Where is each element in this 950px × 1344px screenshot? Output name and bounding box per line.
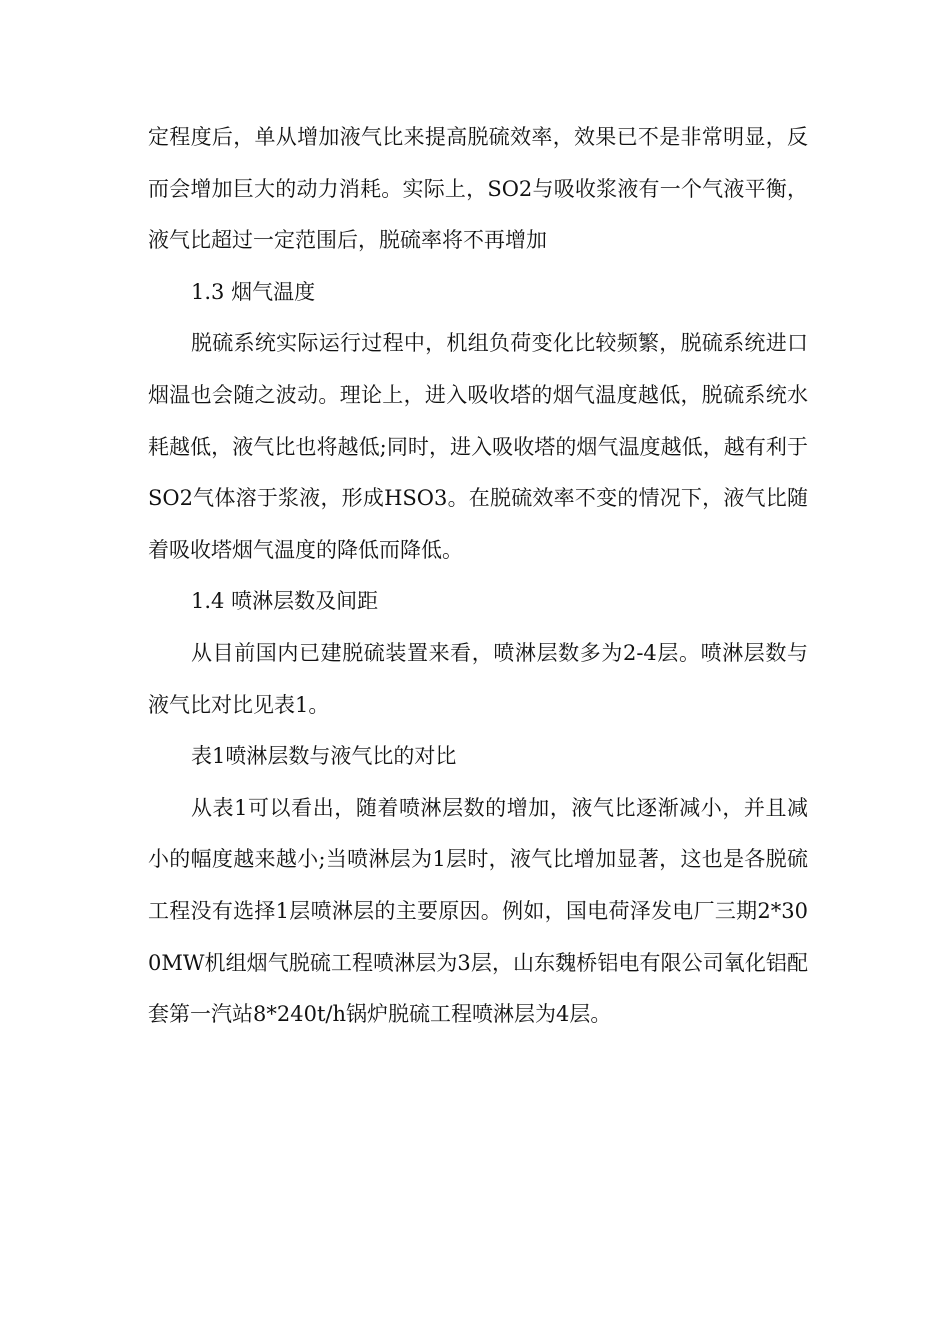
document-body [148,112,808,1041]
paragraph-continued: 定程度后，单从增加液气比来提高脱硫效率，效果已不是非常明显，反而会增加巨大的动力消耗。实际上，SO2与吸收浆液有一个气液平衡，液气比超过一定范围后，脱硫率将不再增加 [148,125,808,253]
section-heading-flue-gas-temperature: 1.3 烟气温度 [191,279,316,304]
section-heading-spray-layers: 1.4 喷淋层数及间距 [191,589,379,614]
paragraph-flue-gas-temperature: 脱硫系统实际运行过程中，机组负荷变化比较频繁，脱硫系统进口烟温也会随之波动。理论上，进入吸收塔的烟气温度越低，脱硫系统水耗越低，液气比也将越低;同时，进入吸收塔的烟气温度越低，越有利于SO2气体溶于浆液，形成HSO3。在脱硫效率不变的情况下，液气比随着吸收塔烟气温度的降低而降低。 [148,331,808,562]
table-caption: 表1喷淋层数与液气比的对比 [191,744,457,769]
paragraph-spray-layers-analysis: 从表1可以看出，随着喷淋层数的增加，液气比逐渐减小，并且减小的幅度越来越小;当喷淋层为1层时，液气比增加显著，这也是各脱硫工程没有选择1层喷淋层的主要原因。例如，国电荷泽发电厂三期2*300MW机组烟气脱硫工程喷淋层为3层，山东魏桥铝电有限公司氧化铝配套第一汽站8*240t/h锅炉脱硫工程喷淋层为4层。 [148,795,808,1027]
paragraph-spray-layers-intro: 从目前国内已建脱硫装置来看，喷淋层数多为2-4层。喷淋层数与液气比对比见表1。 [148,640,808,717]
